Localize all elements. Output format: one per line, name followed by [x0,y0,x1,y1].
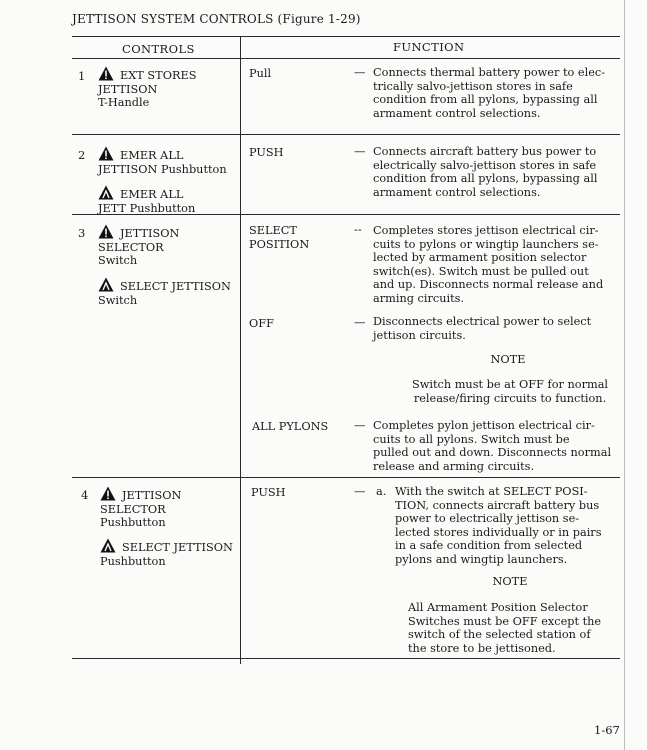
note-heading: NOTE [492,575,528,588]
position-label: Pull [249,67,272,80]
figure-title: JETTISON SYSTEM CONTROLS (Figure 1-29) [72,12,361,26]
header-controls: CONTROLS [122,42,195,56]
row-number: 3 [78,226,86,240]
control-name: EMER ALL JETTISON Pushbutton [98,146,227,176]
row-rule-1 [72,134,620,135]
page-number: 1-67 [594,723,620,737]
warning-icon [98,224,114,239]
dash: — [354,315,366,329]
position-label: PUSH [249,146,284,159]
item-label: a. [376,485,387,498]
page-edge [624,0,625,750]
dash: — [354,418,366,432]
header-function: FUNCTION [393,40,465,54]
control-name-secondary: SELECT JETTISON Switch [98,277,231,307]
function-text: Completes stores jettison electrical cir- cuits to pylons or wingtip launchers se- lected by armament position selector switch(es). Switch must be pulled out and up. Disconnects normal release and arming circuits. [373,224,604,305]
row-rule-3 [72,477,620,478]
row-number: 1 [78,69,86,83]
row-number: 4 [81,488,89,502]
column-divider [240,36,241,664]
function-text: Connects thermal battery power to elec- trically salvo-jettison stores in safe condition from all pylons, bypassing all armament control selections. [373,66,606,120]
note-heading: NOTE [490,353,526,366]
warning-icon [98,66,114,81]
function-text: Disconnects electrical power to select jettison circuits. [373,315,592,342]
function-text: Completes pylon jettison electrical cir- cuits to all pylons. Switch must be pulled out and down. Disconnects normal release and arming circuits. [373,419,612,473]
note-text: All Armament Position Selector Switches must be OFF except the switch of the selected station of the store to be jettisoned. [408,601,602,655]
note-text: Switch must be at OFF for normal release/firing circuits to function. [411,378,609,405]
dash: — [354,144,366,158]
control-name: JETTISON SELECTOR Pushbutton [100,486,181,530]
dash: — [354,65,366,79]
warning-icon [100,538,116,553]
warning-icon [100,486,116,501]
function-text: With the switch at SELECT POSI- TION, connects aircraft battery bus power to electrically jettison se- lected stores individually or in pairs in a safe condition from selected pylons and wingtip launchers. [395,485,602,566]
position-label: SELECT POSITION [249,224,310,251]
function-text: Connects aircraft battery bus power to electrically salvo-jettison stores in safe condition from all pylons, bypassing all armament control selections. [373,145,598,199]
control-name: JETTISON SELECTOR Switch [98,224,179,268]
warning-icon [98,277,114,292]
dash: -- [354,222,362,236]
position-label: PUSH [251,486,286,499]
control-name-secondary: SELECT JETTISON Pushbutton [100,538,233,568]
dash: — [354,484,366,498]
position-label: ALL PYLONS [252,420,329,433]
table-top-rule [72,36,620,37]
control-name: EXT STORES JETTISON T-Handle [98,66,196,110]
header-rule [72,58,620,59]
warning-icon [98,146,114,161]
row-number: 2 [78,148,86,162]
control-name-secondary: EMER ALL JETT Pushbutton [98,185,195,215]
table-bottom-rule [72,658,620,659]
position-label: OFF [249,317,274,330]
warning-icon [98,185,114,200]
